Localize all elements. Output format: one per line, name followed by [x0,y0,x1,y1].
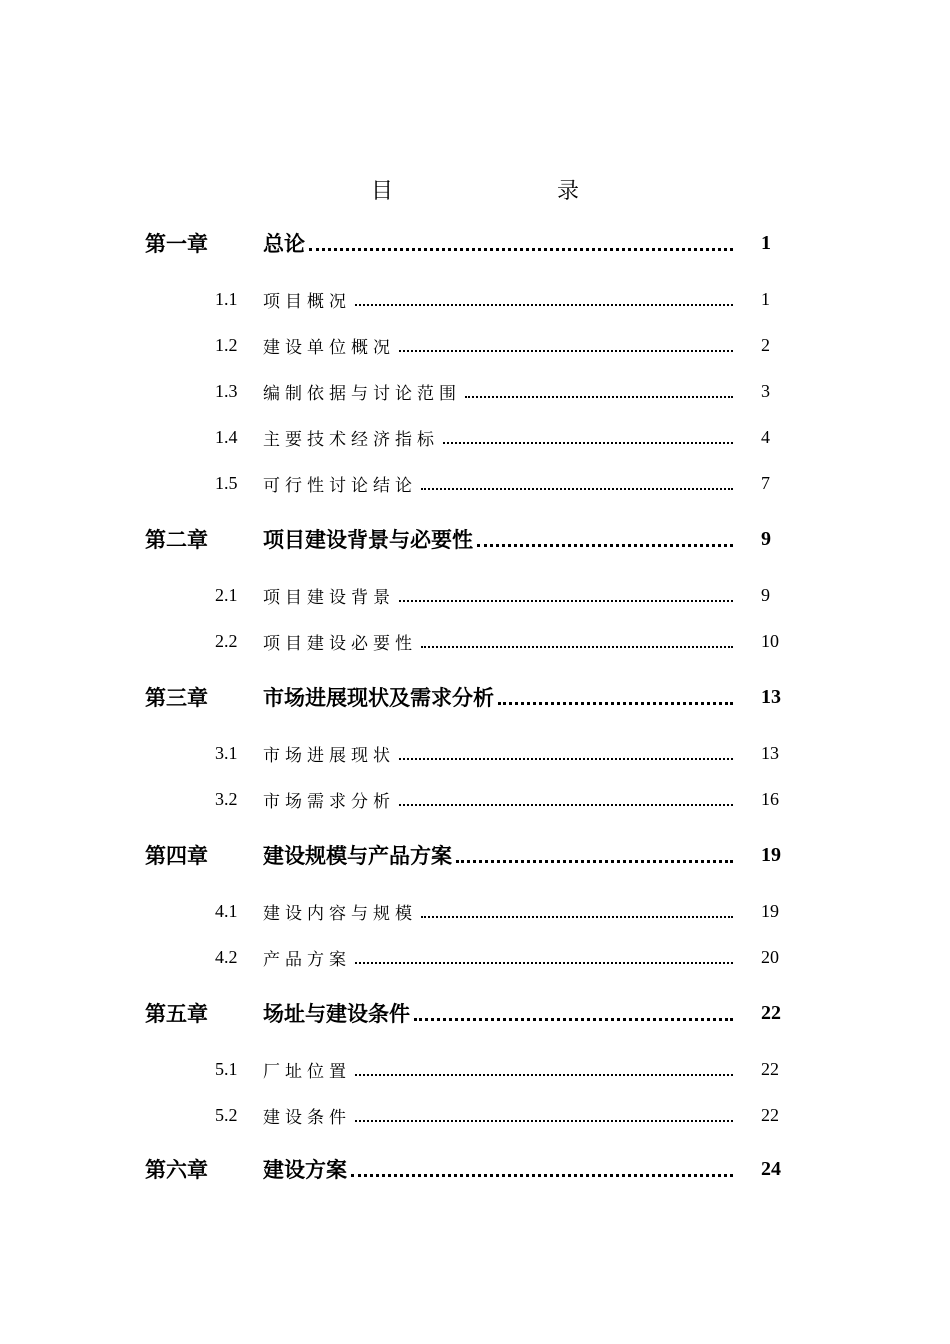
toc-section-entry[interactable] [145,738,805,768]
chapter-title: 场址与建设条件 [263,1002,410,1026]
page-number: 7 [761,472,770,493]
section-number: 4.1 [215,900,238,921]
toc-chapter-entry[interactable] [145,682,805,712]
page-number: 22 [761,1058,779,1079]
page-number: 3 [761,380,770,401]
page-number: 9 [761,584,770,605]
page-number: 19 [761,900,779,921]
dot-leader [421,916,733,918]
page-number: 22 [761,1001,781,1024]
page-number: 10 [761,630,779,651]
toc-section-entry[interactable] [145,942,805,972]
page-number: 20 [761,946,779,967]
dot-leader [399,758,733,760]
toc-section-entry[interactable] [145,330,805,360]
toc-chapter-entry[interactable] [145,998,805,1028]
dot-leader [309,248,733,251]
page-number: 4 [761,426,770,447]
chapter-title: 建设规模与产品方案 [263,844,452,868]
section-title: 可行性讨论结论 [263,475,417,496]
chapter-title: 市场进展现状及需求分析 [263,686,494,710]
dot-leader [465,396,733,398]
page-number: 1 [761,231,771,254]
dot-leader [456,860,733,863]
section-number: 2.1 [215,584,238,605]
dot-leader [399,804,733,806]
toc-section-entry[interactable] [145,468,805,498]
toc-section-entry[interactable] [145,422,805,452]
page-number: 13 [761,742,779,763]
chapter-title: 总论 [263,232,305,256]
chapter-label: 第一章 [145,232,208,256]
section-title: 主要技术经济指标 [263,429,439,450]
section-number: 3.1 [215,742,238,763]
dot-leader [421,488,733,490]
section-title: 编制依据与讨论范围 [263,383,461,404]
chapter-label: 第四章 [145,844,208,868]
section-title: 市场需求分析 [263,791,395,812]
dot-leader [477,544,733,547]
dot-leader [355,304,733,306]
toc-section-entry[interactable] [145,896,805,926]
section-number: 1.2 [215,334,238,355]
chapter-label: 第六章 [145,1158,208,1182]
dot-leader [351,1174,733,1177]
dot-leader [414,1018,733,1021]
toc-section-entry[interactable] [145,784,805,814]
toc-title: 目 录 [370,179,619,204]
section-title: 厂址位置 [263,1061,351,1082]
section-title: 产品方案 [263,949,351,970]
toc-chapter-entry[interactable] [145,1154,805,1184]
dot-leader [421,646,733,648]
toc-chapter-entry[interactable] [145,840,805,870]
page-number: 22 [761,1104,779,1125]
section-number: 2.2 [215,630,238,651]
dot-leader [355,1120,733,1122]
section-title: 建设单位概况 [263,337,395,358]
section-number: 4.2 [215,946,238,967]
chapter-label: 第五章 [145,1002,208,1026]
dot-leader [399,600,733,602]
page-number: 1 [761,288,770,309]
dot-leader [498,702,733,705]
toc-section-entry[interactable] [145,376,805,406]
section-number: 1.5 [215,472,238,493]
section-number: 5.2 [215,1104,238,1125]
chapter-title: 项目建设背景与必要性 [263,528,473,552]
page-number: 9 [761,527,771,550]
section-title: 项目建设必要性 [263,633,417,654]
toc-section-entry[interactable] [145,626,805,656]
toc-chapter-entry[interactable] [145,228,805,258]
section-title: 项目建设背景 [263,587,395,608]
toc-section-entry[interactable] [145,1054,805,1084]
toc-chapter-entry[interactable] [145,524,805,554]
section-number: 1.4 [215,426,238,447]
page-number: 13 [761,685,781,708]
dot-leader [443,442,733,444]
dot-leader [399,350,733,352]
toc-section-entry[interactable] [145,1100,805,1130]
section-title: 建设内容与规模 [263,903,417,924]
page-number: 24 [761,1157,781,1180]
section-number: 1.3 [215,380,238,401]
dot-leader [355,1074,733,1076]
section-number: 3.2 [215,788,238,809]
section-title: 项目概况 [263,291,351,312]
chapter-label: 第二章 [145,528,208,552]
page-number: 19 [761,843,781,866]
toc-section-entry[interactable] [145,284,805,314]
chapter-label: 第三章 [145,686,208,710]
page-number: 2 [761,334,770,355]
dot-leader [355,962,733,964]
section-title: 市场进展现状 [263,745,395,766]
page-number: 16 [761,788,779,809]
section-number: 1.1 [215,288,238,309]
section-title: 建设条件 [263,1107,351,1128]
section-number: 5.1 [215,1058,238,1079]
chapter-title: 建设方案 [263,1158,347,1182]
toc-section-entry[interactable] [145,580,805,610]
